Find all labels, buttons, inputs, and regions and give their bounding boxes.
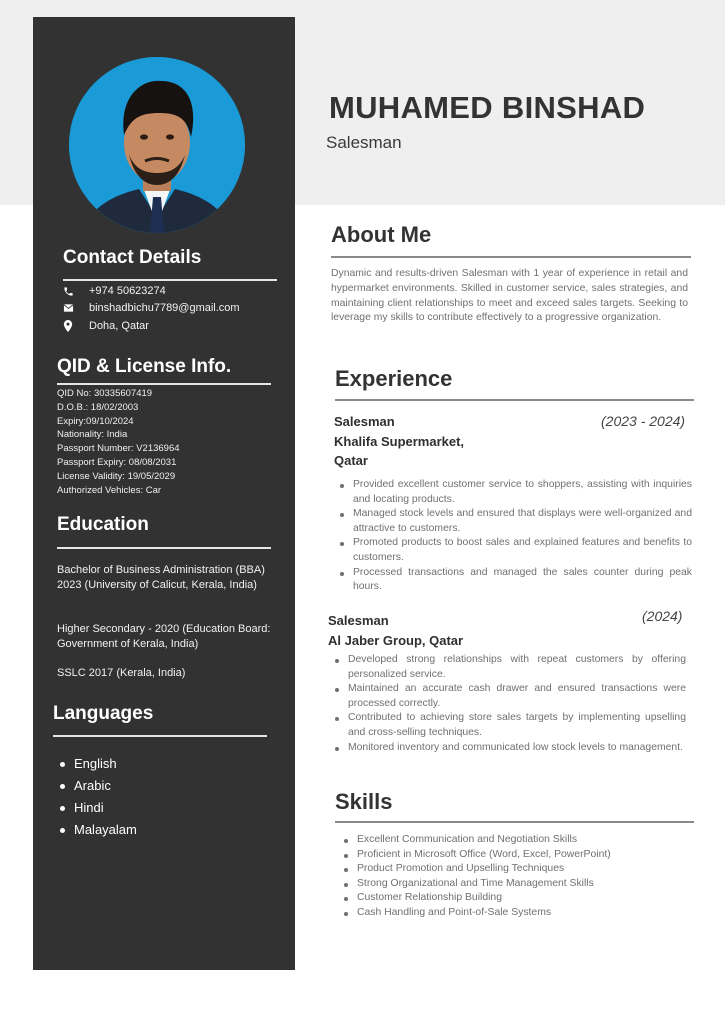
job-1-duties bbox=[335, 478, 692, 595]
languages-heading: Languages bbox=[53, 703, 154, 724]
skills-divider bbox=[335, 821, 694, 823]
about-heading: About Me bbox=[331, 222, 432, 247]
education-entry-bba: Bachelor of Business Administration (BBA) 2023 (University of Calicut, Kerala, India) bbox=[57, 564, 265, 591]
job-1-duty: Provided excellent customer service to shoppers, assisting with inquiries and locating products. bbox=[335, 478, 692, 507]
qid-item: Authorized Vehicles: Car bbox=[57, 484, 162, 496]
job-1-title: Salesman bbox=[334, 414, 395, 429]
profile-photo bbox=[69, 57, 245, 233]
skill-item: Strong Organizational and Time Management Skills bbox=[339, 877, 689, 892]
qid-list bbox=[57, 387, 180, 497]
contact-heading: Contact Details bbox=[63, 247, 202, 268]
languages-list bbox=[57, 753, 137, 841]
qid-item: License Validity: 19/05/2029 bbox=[57, 470, 176, 482]
location-text: Doha, Qatar bbox=[89, 320, 149, 332]
qid-item: Expiry:09/10/2024 bbox=[57, 415, 134, 427]
skill-item: Cash Handling and Point-of-Sale Systems bbox=[339, 906, 689, 921]
qid-item: Passport Expiry: 08/08/2031 bbox=[57, 456, 177, 468]
envelope-icon bbox=[63, 303, 83, 313]
phone-icon bbox=[63, 286, 83, 297]
location-pin-icon bbox=[63, 320, 83, 332]
about-divider bbox=[331, 256, 691, 258]
experience-heading: Experience bbox=[335, 366, 453, 391]
candidate-title: Salesman bbox=[326, 133, 402, 152]
language-item: English bbox=[57, 753, 137, 775]
education-entry-sslc: SSLC 2017 (Kerala, India) bbox=[57, 667, 186, 679]
skills-list bbox=[339, 833, 689, 921]
qid-divider bbox=[57, 383, 271, 385]
contact-location bbox=[63, 318, 149, 334]
job-1-duty: Processed transactions and managed the sales counter during peak hours. bbox=[335, 566, 692, 595]
job-2-duty: Contributed to achieving store sales targets by implementing upselling and cross-selling techniques. bbox=[330, 711, 686, 740]
languages-divider bbox=[53, 735, 267, 737]
contact-phone bbox=[63, 283, 166, 299]
job-2-duty: Developed strong relationships with repeat customers by offering personalized service. bbox=[330, 653, 686, 682]
job-2-title: Salesman bbox=[328, 613, 389, 628]
language-item: Hindi bbox=[57, 797, 137, 819]
education-divider bbox=[57, 547, 271, 549]
language-item: Malayalam bbox=[57, 819, 137, 841]
job-2-duty: Monitored inventory and communicated low stock levels to management. bbox=[330, 741, 686, 756]
job-2-duty: Maintained an accurate cash drawer and ensured transactions were processed correctly. bbox=[330, 682, 686, 711]
skill-item: Customer Relationship Building bbox=[339, 891, 689, 906]
experience-divider bbox=[335, 399, 694, 401]
job-1-duty: Managed stock levels and ensured that displays were well-organized and attractive to customers. bbox=[335, 507, 692, 536]
contact-divider bbox=[63, 279, 277, 281]
contact-email bbox=[63, 300, 240, 316]
skill-item: Proficient in Microsoft Office (Word, Excel, PowerPoint) bbox=[339, 848, 689, 863]
education-heading: Education bbox=[57, 514, 149, 535]
education-entry-hse: Higher Secondary - 2020 (Education Board: Government of Kerala, India) bbox=[57, 623, 271, 650]
candidate-name: MUHAMED BINSHAD bbox=[329, 90, 646, 125]
qid-item: QID No: 30335607419 bbox=[57, 388, 153, 399]
email-text: binshadbichu7789@gmail.com bbox=[89, 302, 240, 314]
skills-heading: Skills bbox=[335, 789, 393, 814]
skill-item: Excellent Communication and Negotiation Skills bbox=[339, 833, 689, 848]
phone-text: +974 50623274 bbox=[89, 285, 166, 297]
skill-item: Product Promotion and Upselling Techniques bbox=[339, 862, 689, 877]
job-1-duty: Promoted products to boost sales and explained features and benefits to customers. bbox=[335, 536, 692, 565]
job-1-period: (2023 - 2024) bbox=[601, 413, 686, 429]
job-1-company: Khalifa Supermarket, Qatar bbox=[334, 434, 465, 468]
language-item: Arabic bbox=[57, 775, 137, 797]
job-2-company: Al Jaber Group, Qatar bbox=[328, 633, 464, 648]
qid-heading: QID & License Info. bbox=[57, 356, 232, 377]
qid-item: Nationality: India bbox=[57, 429, 128, 441]
job-2-duties bbox=[330, 653, 686, 755]
qid-item: D.O.B.: 18/02/2003 bbox=[57, 401, 139, 413]
about-text: Dynamic and results-driven Salesman with 1 year of experience in retail and hypermarket environments. Skilled in customer service, sales strategies, and maintaining client relationships to meet and exceed sales targets. Seeking to leverage my skills to contribute effectively to a progressive organization. bbox=[331, 268, 688, 324]
qid-item: Passport Number: V2136964 bbox=[57, 443, 180, 455]
job-2-period: (2024) bbox=[642, 608, 683, 624]
sidebar bbox=[33, 17, 295, 970]
